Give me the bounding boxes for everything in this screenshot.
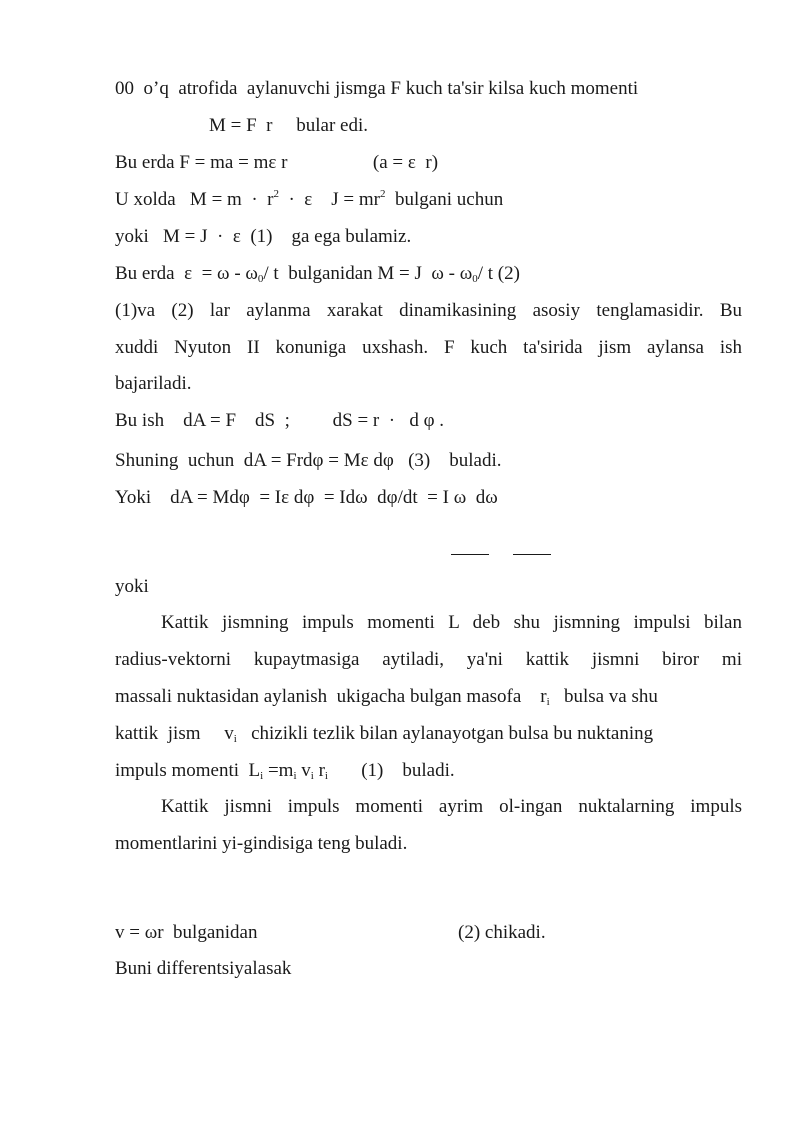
text-line-4-part-e: bulgani uchun <box>385 189 504 210</box>
text-line-4-part-a: U xolda M = m · r <box>115 189 274 210</box>
text-line-10: Bu ish dA = F dS ; dS = r · d φ . <box>115 410 445 431</box>
text-line-22: Buni differentsiyalasak <box>115 958 292 979</box>
text-line-18 <box>115 760 455 782</box>
text-line-18-part-g: r <box>313 760 325 781</box>
text-line-6 <box>115 263 520 285</box>
subscript: i <box>310 770 314 782</box>
subscript: i <box>546 696 550 708</box>
text-line-5: yoki M = J · ε (1) ga ega bulamiz. <box>115 226 412 247</box>
text-line-16-part-c: bulsa va shu <box>549 686 658 707</box>
superscript: 2 <box>380 188 386 200</box>
subscript: i <box>293 770 297 782</box>
text-line-4-part-c: · ε J = mr <box>278 189 381 210</box>
text-line-11: Shuning uchun dA = Frdφ = Mε dφ (3) buladi. <box>115 450 502 471</box>
subscript: i <box>233 733 237 745</box>
overbar-line <box>451 554 489 555</box>
text-line-20: momentlarini yi-gindisiga teng buladi. <box>115 833 408 854</box>
text-line-19: Kattik jismni impuls momenti ayrim ol-ingan nuktalarning impuls <box>161 796 742 817</box>
text-line-18-part-i: (1) buladi. <box>327 760 455 781</box>
text-line-18-part-a: impuls momenti L <box>115 760 261 781</box>
text-line-12: Yoki dA = Mdφ = Iε dφ = Idω dφ/dt = I ω dω <box>115 487 498 508</box>
text-line-17-part-c: chizikli tezlik bilan aylanayotgan bulsa bu nuktaning <box>236 723 654 744</box>
text-line-6-part-e: / t (2) <box>477 263 520 284</box>
text-line-16-part-a: massali nuktasidan aylanish ukigacha bulgan masofa r <box>115 686 547 707</box>
text-line-16 <box>115 686 658 708</box>
text-line-21b: (2) chikadi. <box>458 922 546 943</box>
text-line-17 <box>115 723 653 745</box>
text-line-9: bajariladi. <box>115 373 192 394</box>
text-line-4 <box>115 189 503 211</box>
text-line-13: yoki <box>115 576 149 597</box>
overbar-line <box>513 554 551 555</box>
text-line-8: xuddi Nyuton II konuniga uxshash. F kuch ta'sirida jism aylansa ish <box>115 337 742 358</box>
superscript: 2 <box>273 188 279 200</box>
text-line-17-part-a: kattik jism v <box>115 723 234 744</box>
text-line-18-part-c: =m <box>263 760 294 781</box>
text-line-6-part-c: / t bulganidan M = J ω - ω <box>263 263 473 284</box>
text-line-14: Kattik jismning impuls momenti L deb shu jismning impulsi bilan <box>161 612 742 633</box>
text-line-2: M = F r bular edi. <box>209 115 369 136</box>
text-line-21a: v = ωr bulganidan <box>115 922 258 943</box>
text-line-7: (1)va (2) lar aylanma xarakat dinamikasining asosiy tenglamasidir. Bu <box>115 300 742 321</box>
text-line-3: Bu erda F = ma = mε r (a = ε r) <box>115 152 439 173</box>
subscript: 0 <box>257 273 264 285</box>
subscript: 0 <box>472 273 478 285</box>
text-line-15: radius-vektorni kupaytmasiga aytiladi, ya'ni kattik jismni biror mi <box>115 649 742 670</box>
subscript: i <box>260 770 264 782</box>
text-line-1: 00 o’q atrofida aylanuvchi jismga F kuch ta'sir kilsa kuch momenti <box>115 78 639 99</box>
text-line-6-part-a: Bu erda ε = ω - ω <box>115 263 258 284</box>
text-line-18-part-e: v <box>296 760 311 781</box>
subscript: i <box>324 770 328 782</box>
